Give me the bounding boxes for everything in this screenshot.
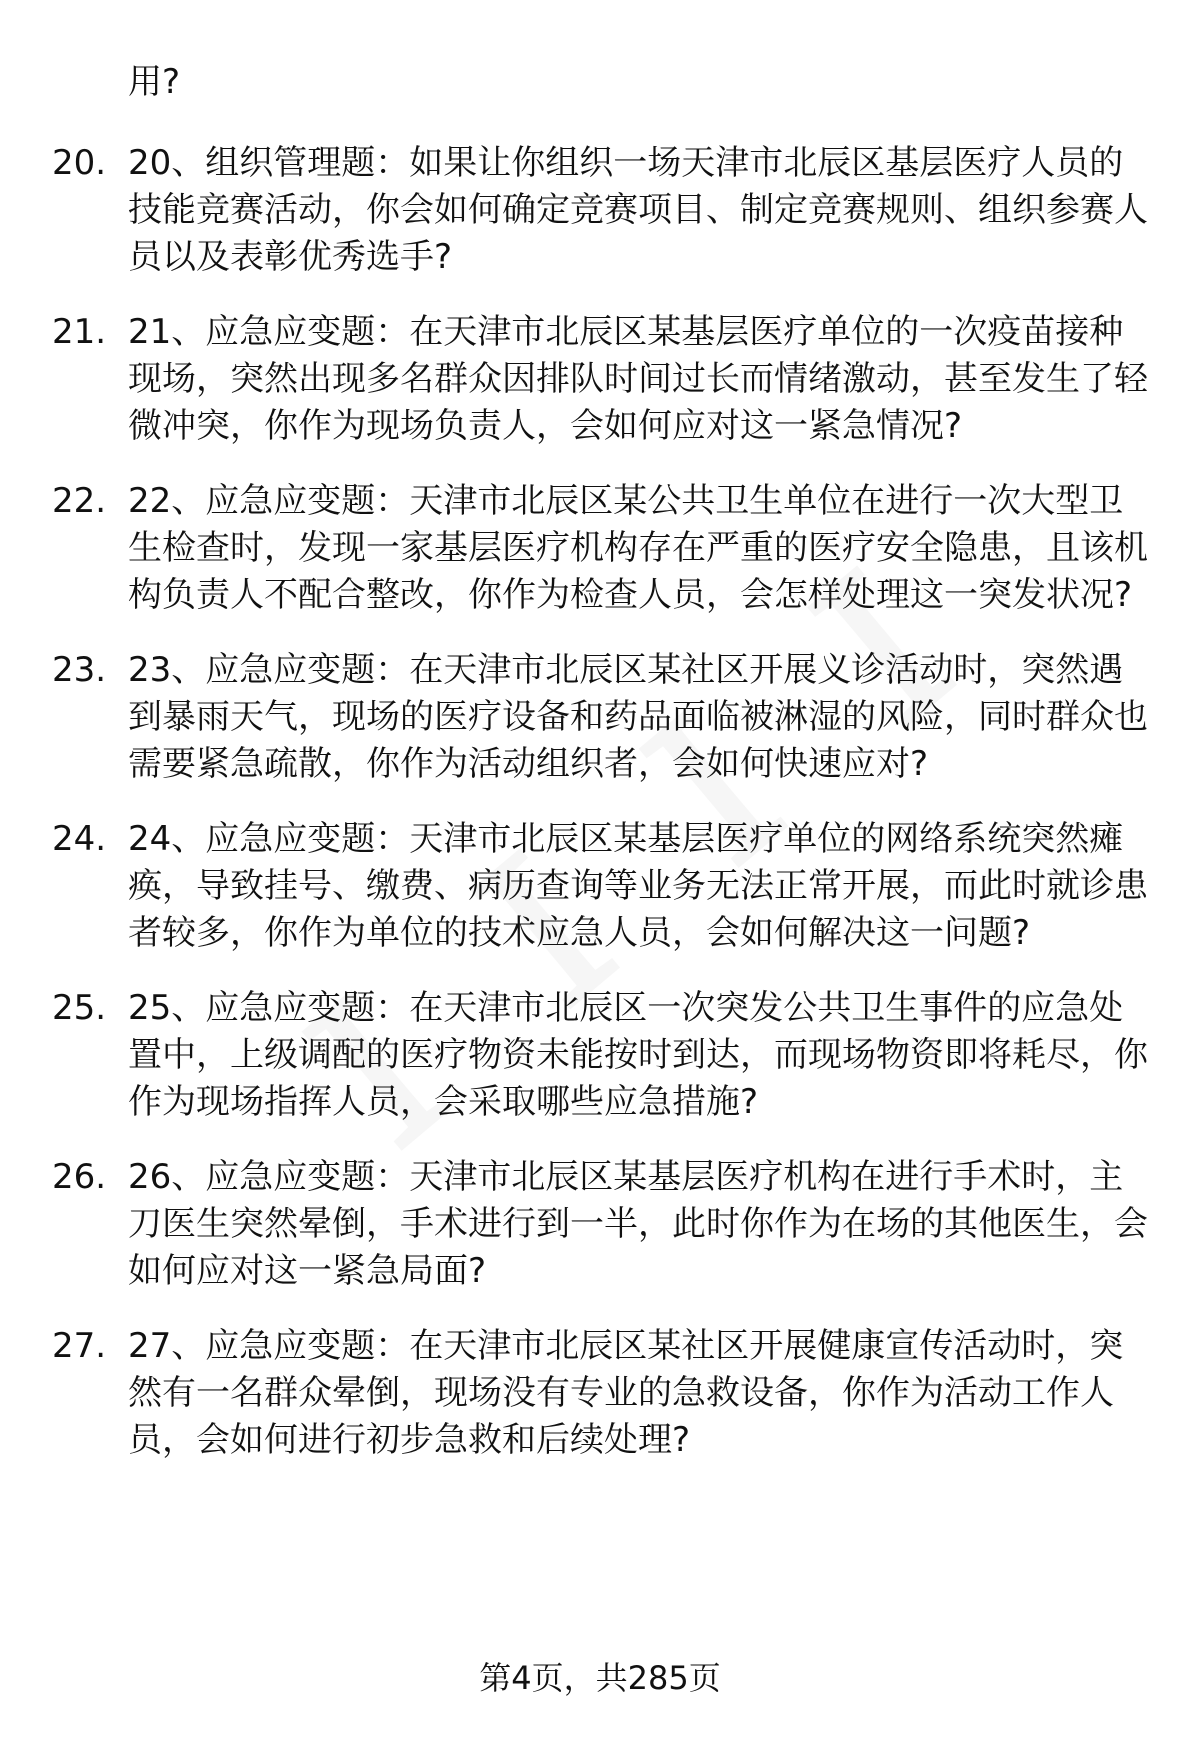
question-number: 22.	[52, 481, 107, 521]
continuation-text: 用?	[128, 62, 181, 102]
question-text: 23、应急应变题：在天津市北辰区某社区开展义诊活动时，突然遇到暴雨天气，现场的医疗设备和药品面临被淋湿的风险，同时群众也需要紧急疏散，你作为活动组织者，会如何快速应对?	[128, 650, 1148, 784]
question-text: 22、应急应变题：天津市北辰区某公共卫生单位在进行一次大型卫生检查时，发现一家基层医疗机构存在严重的医疗安全隐患，且该机构负责人不配合整改，你作为检查人员，会怎样处理这一突发状况?	[128, 481, 1148, 615]
question-item-20	[0, 140, 1200, 281]
question-item-26	[0, 1154, 1200, 1295]
question-item-22	[0, 478, 1200, 619]
question-text: 20、组织管理题：如果让你组织一场天津市北辰区基层医疗人员的技能竞赛活动，你会如何确定竞赛项目、制定竞赛规则、组织参赛人员以及表彰优秀选手?	[128, 143, 1148, 277]
page-footer: 第4页，共285页	[479, 1659, 721, 1697]
question-item-23	[0, 647, 1200, 788]
question-text: 26、应急应变题：天津市北辰区某基层医疗机构在进行手术时，主刀医生突然晕倒，手术进行到一半，此时你作为在场的其他医生，会如何应对这一紧急局面?	[128, 1157, 1148, 1291]
question-item-25	[0, 985, 1200, 1126]
question-number: 20.	[52, 143, 107, 183]
question-item-27	[0, 1323, 1200, 1464]
question-item-24	[0, 816, 1200, 957]
question-number: 26.	[52, 1157, 107, 1197]
question-list	[0, 140, 1200, 1492]
question-number: 21.	[52, 312, 107, 352]
question-number: 27.	[52, 1326, 107, 1366]
question-number: 23.	[52, 650, 107, 690]
question-item-21	[0, 309, 1200, 450]
question-number: 24.	[52, 819, 107, 859]
question-text: 24、应急应变题：天津市北辰区某基层医疗单位的网络系统突然瘫痪，导致挂号、缴费、病历查询等业务无法正常开展，而此时就诊患者较多，你作为单位的技术应急人员，会如何解决这一问题?	[128, 819, 1148, 953]
question-text: 27、应急应变题：在天津市北辰区某社区开展健康宣传活动时，突然有一名群众晕倒，现场没有专业的急救设备，你作为活动工作人员，会如何进行初步急救和后续处理?	[128, 1326, 1124, 1460]
question-text: 25、应急应变题：在天津市北辰区一次突发公共卫生事件的应急处置中，上级调配的医疗物资未能按时到达，而现场物资即将耗尽，你作为现场指挥人员，会采取哪些应急措施?	[128, 988, 1148, 1122]
question-text: 21、应急应变题：在天津市北辰区某基层医疗单位的一次疫苗接种现场，突然出现多名群众因排队时间过长而情绪激动，甚至发生了轻微冲突，你作为现场负责人，会如何应对这一紧急情况?	[128, 312, 1148, 446]
question-number: 25.	[52, 988, 107, 1028]
